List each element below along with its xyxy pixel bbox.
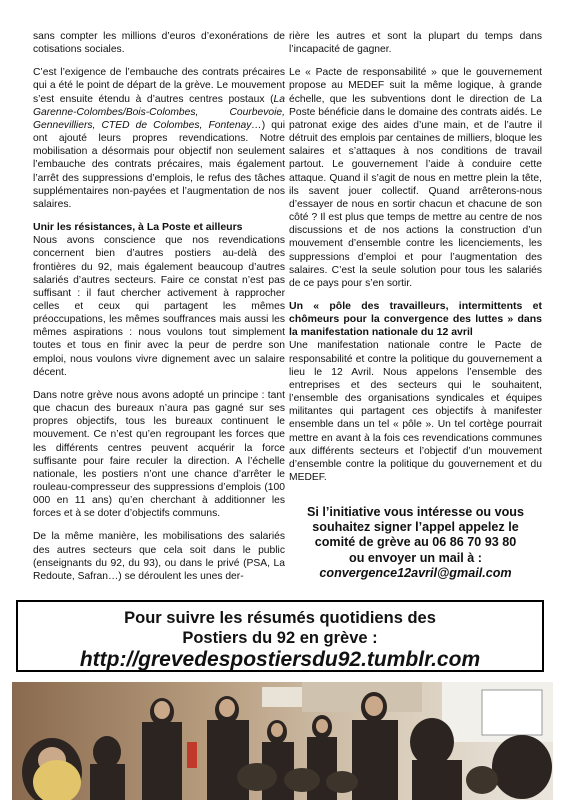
left-column [33,30,285,593]
left-section-heading: Unir les résistances, à La Poste et ailleurs [33,221,243,234]
callout-email-link[interactable]: convergence12avril@gmail.com [319,565,512,580]
banner-line-2: Postiers du 92 en grève : [182,629,378,647]
left-paragraph-5: De la même manière, les mobilisations des salariés des autres secteurs que cela soit dans le public (enseignants du 92, du 93), ou dans le privé (PSA, La Redoute, Safran…) se déroulent les unes der- [33,531,285,582]
right-paragraph-2: Le « Pacte de responsabilité » que le gouvernement propose au MEDEF suit la même logique, à grande échelle, que les subventions dont le direction de La Poste bénéficie dans le domaine des contrats aidés. Le patronat exige des aides d’une main, et de l’autre il détruit des emplois par centaines de milliers, bloque les salaires et s’attaques à nos conditions de travail partout. Le gouvernement l’aide à conduire cette attaque. Quand il s’agit de nous en mettre plein la tête, ils savent jouer collectif. Quand arrêterons-nous d’essayer de nous en sortir chacun et chacune de son côté ? Il est plus que temps de mettre au centre de nos discussions et de nos actions la construction d’un mouvement d’ensemble contre les licenciements, les suppressions d’emploi et pour l’augmentation des salaires. C’est la seule solution pour tous les salariés de ce pays pour s’en sortir. [289,67,542,289]
left-paragraph-2-places: La Garenne-Colombes/Bois-Colombes, Courbevoie, Gennevilliers, CTED de Colombes, Fontenay… [33,93,285,131]
left-paragraph-2-start: C’est l’exigence de l’embauche des contrats précaires qui a été le point de départ de la grève. Le mouvement s’est ensuite étendu à d’autres centres postaux ( [33,67,285,105]
strike-meeting-photo [12,682,553,800]
left-paragraph-2-end: ) qui ont ajouté leurs propres revendications. Notre mobilisation a désormais pour objectif non seulement l’embauche des contrats précaires, mais également l’arrêt des suppressions d’emplois, le refus des tâches supplémentaires non-payées et l’augmentation de nos salaires. [33,119,285,210]
right-column [289,30,542,494]
banner-url-link[interactable]: http://grevedespostiersdu92.tumblr.com [79,648,481,671]
left-paragraph-3: Nous avons conscience que nos revendications concernent bien d’autres postiers au-delà des frontières du 92, mais également beaucoup d’autres salariés d’autres secteurs. Faire ce constat n’est pas suffisant : il faut chercher activement à rapprocher celles et ceux qui partagent les mêmes préoccupations, les mêmes souffrances mais aussi les mêmes aspirations : nous voulons tout simplement toutes et tous en finir avec la peur de perdre son emploi, nous voulons vivre dignement avec un salaire décent. [33,235,285,378]
callout-line-4: ou envoyer un mail à : [349,550,482,565]
banner-line-1: Pour suivre les résumés quotidiens des [124,609,436,627]
contact-callout [289,505,542,581]
left-paragraph-4: Dans notre grève nous avons adopté un principe : tant que chacun des bureaux n’aura pas gagné sur ses propres objectifs, tous les bureaux continuent le mouvement. Ce n’est qu’en regroupant les forces que les différents centres peuvent acquérir la force suffisante pour faire reculer la direction. A l’échelle nationale, les postiers n’ont une chance d’arrêter le rouleau-compresseur des suppressions d’emplois (100 000 en 11 ans) qu’en cherchant à additionner les forces et à se doter d’objectifs communs. [33,389,285,520]
right-paragraph-1: rière les autres et sont la plupart du temps dans l’incapacité de gagner. [289,31,542,56]
callout-line-1: Si l’initiative vous intéresse ou vous [307,505,524,519]
right-paragraph-3: Une manifestation nationale contre le Pacte de responsabilité et contre la politique du gouvernement a lieu le 12 Avril. Nous appelons l’ensemble des entreprises et des secteurs qui le souhaitent, l’ensemble des organisations syndicales et équipes militantes qui partagent ces objectifs à manifester ensemble dans un tel « pôle ». Un tel cortège pourrait mettre en avant à la fois ces revendications communes aux différents secteurs et l’objectif d’un mouvement d’ensemble contre la politique du gouvernement et du MEDEF. [289,340,542,483]
photo-illustration [12,682,553,800]
callout-phone-line: comité de grève au 06 86 70 93 80 [314,535,517,550]
left-paragraph-2 [33,66,285,211]
blog-banner [16,600,544,672]
left-paragraph-1: sans compter les millions d’euros d’exonérations de cotisations sociales. [33,31,285,56]
right-section-heading: Un « pôle des travailleurs, intermittents et chômeurs pour la convergence des luttes » dans la manifestation nationale du 12 avril [289,299,542,339]
callout-line-2: souhaitez signer l’appel appelez le [312,520,519,535]
